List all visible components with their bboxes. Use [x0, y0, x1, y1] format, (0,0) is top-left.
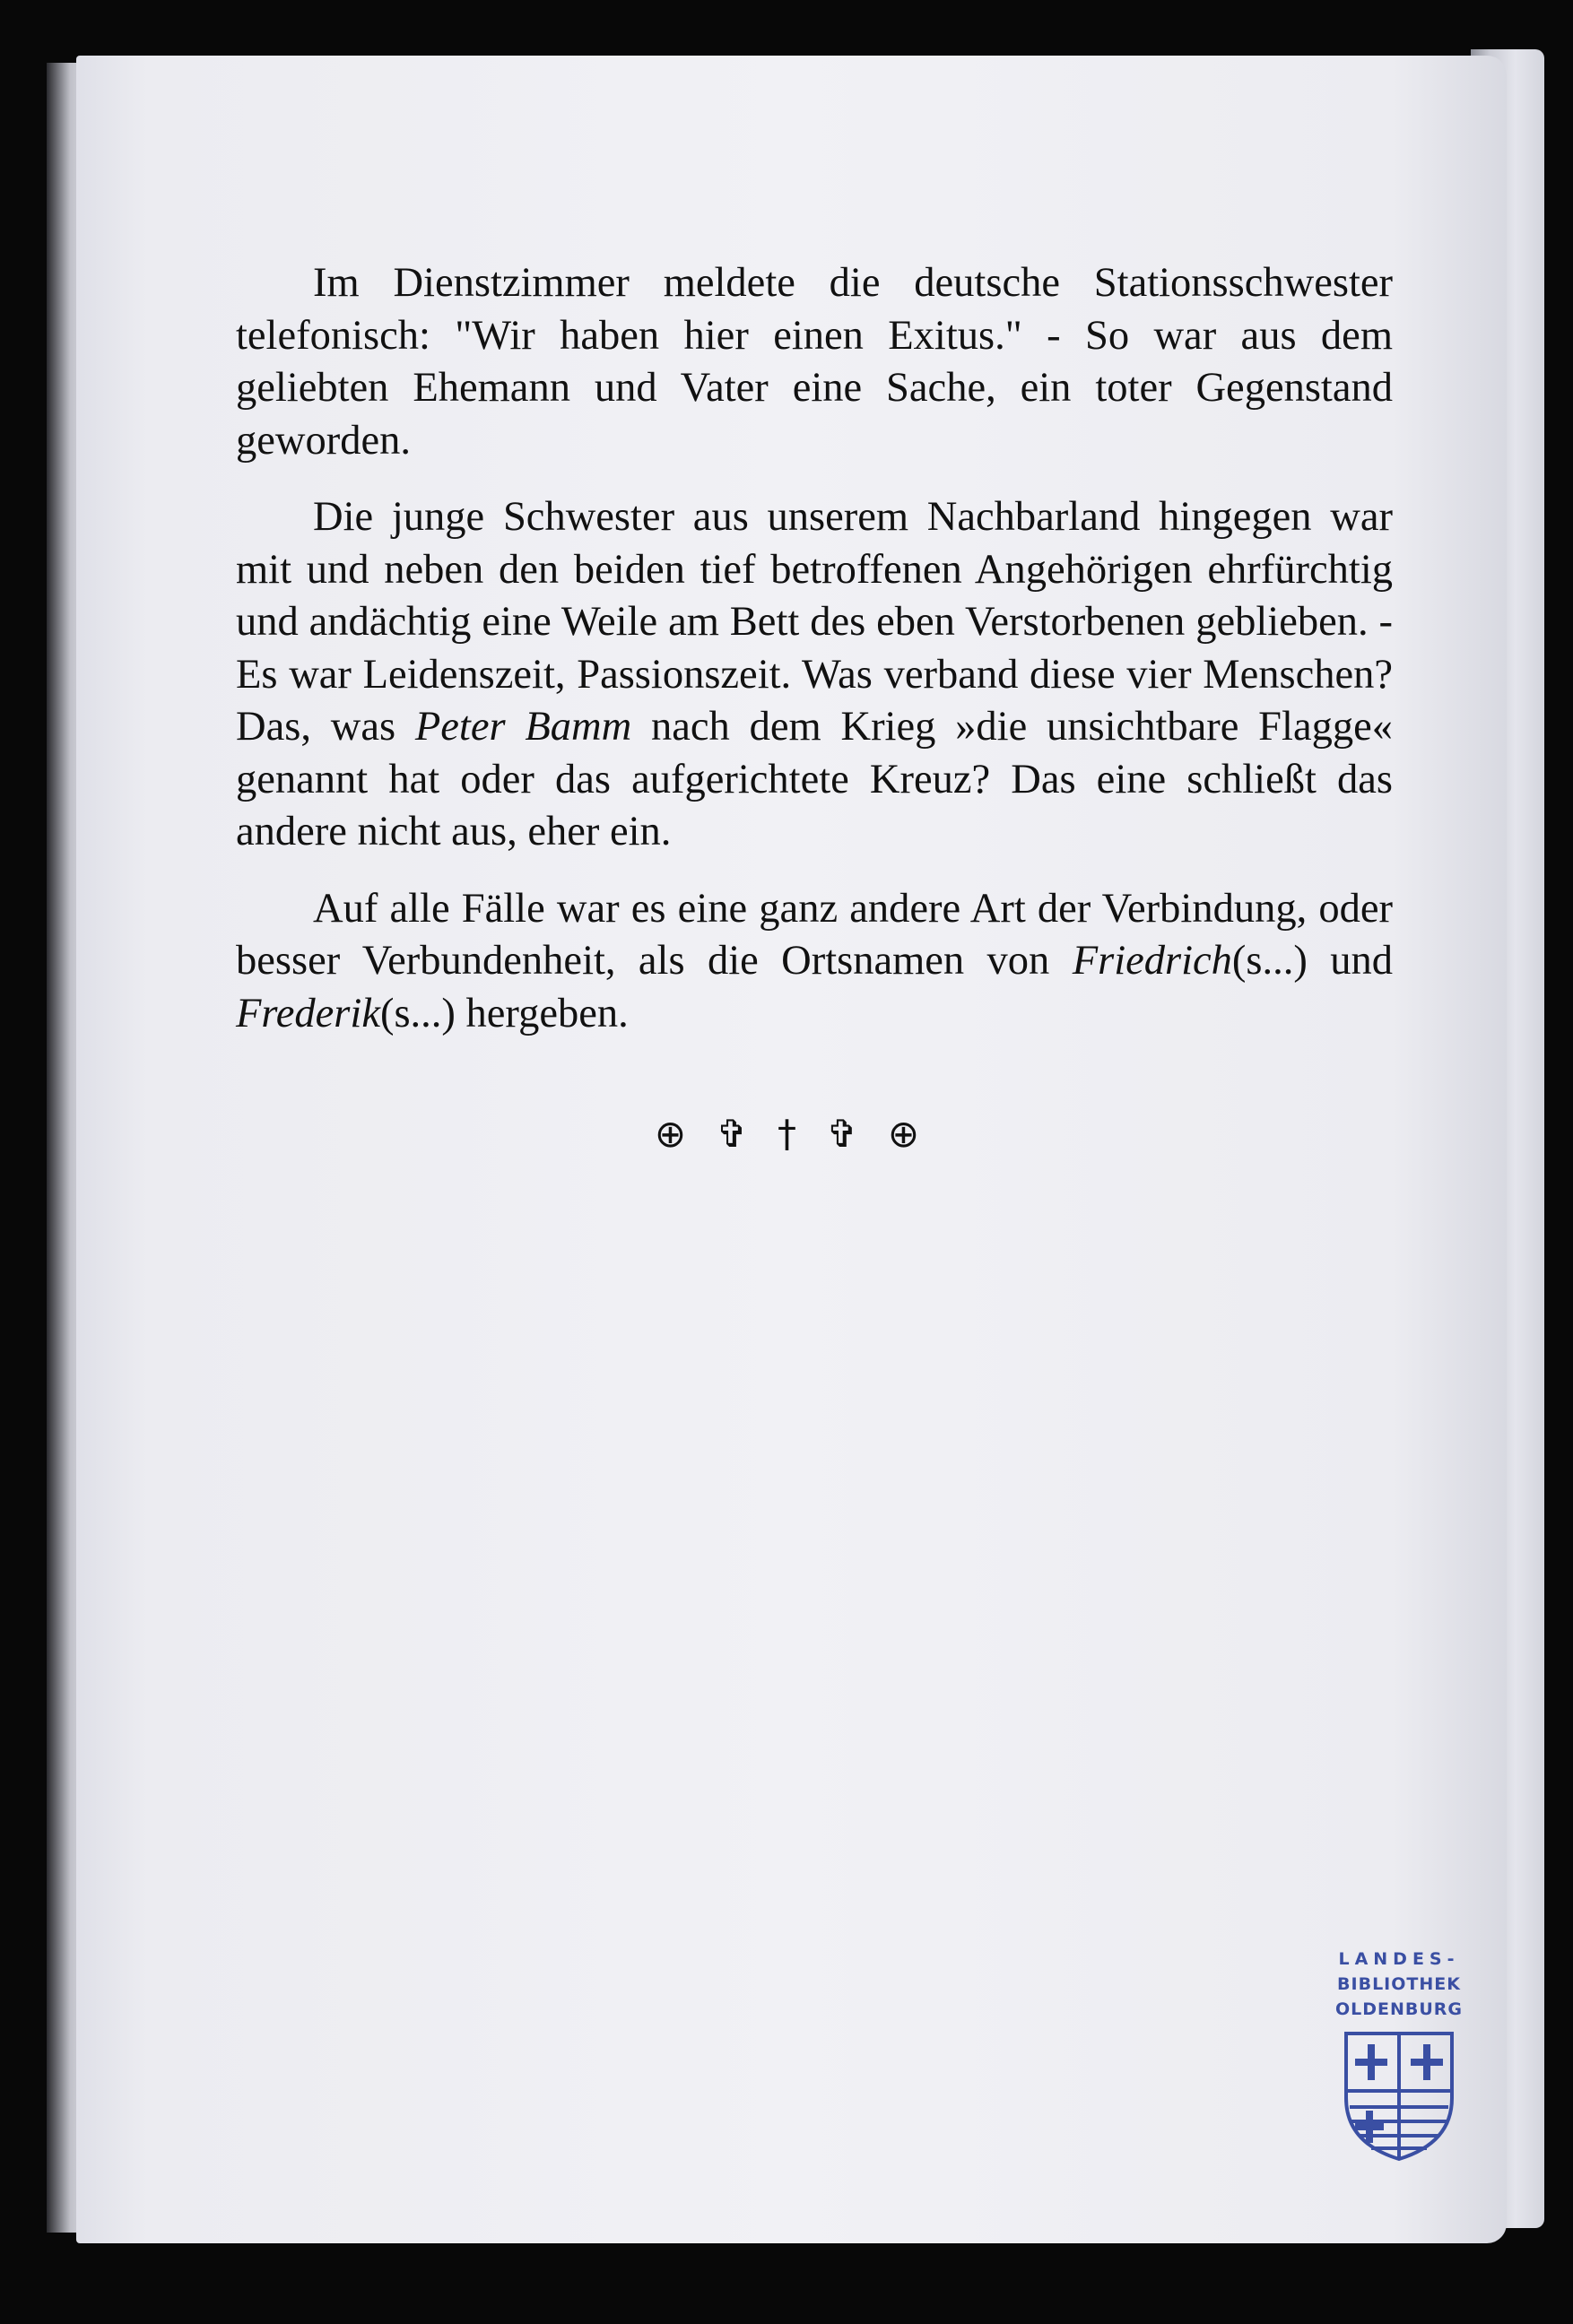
book-page: [76, 56, 1507, 2243]
text-segment: Auf alle Fälle war es eine ganz andere Art der Verbindung, oder besser Verbundenheit, als die Ortsnamen von: [236, 885, 1393, 984]
paragraph-1: [236, 257, 1393, 467]
text-segment: Peter Bamm: [414, 704, 632, 750]
cross-ornament-separator: ⊕ ✞ † ✞ ⊕: [654, 1112, 929, 1156]
body-text: [236, 257, 1393, 1064]
oldenburg-coat-of-arms-icon: [1341, 2028, 1457, 2163]
paragraph-2: [236, 491, 1393, 859]
text-segment: nach dem Krieg »die unsichtbare Flagge« genannt hat oder das aufgerichtete Kreuz? Das eine schließt das andere nicht aus, eher ein.: [236, 704, 1393, 854]
stamp-line-2: BIBLIOTHEK: [1337, 1974, 1461, 1994]
paragraph-3: [236, 883, 1393, 1041]
library-stamp: [1332, 1949, 1466, 2163]
stamp-line-3: OLDENBURG: [1334, 1999, 1464, 2019]
text-segment: Frederik: [236, 990, 380, 1036]
text-segment: (s...) hergeben.: [379, 990, 629, 1036]
text-segment: Im Dienstzimmer meldete die deutsche Stationsschwester telefonisch: "Wir haben hier einen Exitus." - So war aus dem geliebten Ehemann und Vater eine Sache, ein toter Gegenstand geworden.: [236, 260, 1393, 464]
stamp-line-1: LANDES-: [1338, 1949, 1460, 1969]
text-segment: (s...) und: [1231, 938, 1393, 984]
text-segment: Friedrich: [1072, 938, 1232, 984]
text-segment: Die junge Schwester aus unserem Nachbarland hingegen war mit und neben den beiden tief betroffenen Angehörigen ehrfürchtig und andächtig eine Weile am Bett des eben Verstorbenen geblieben. - Es war Leidenszeit, Passionszeit. Was verband diese vier Menschen? Das, was: [236, 494, 1393, 750]
